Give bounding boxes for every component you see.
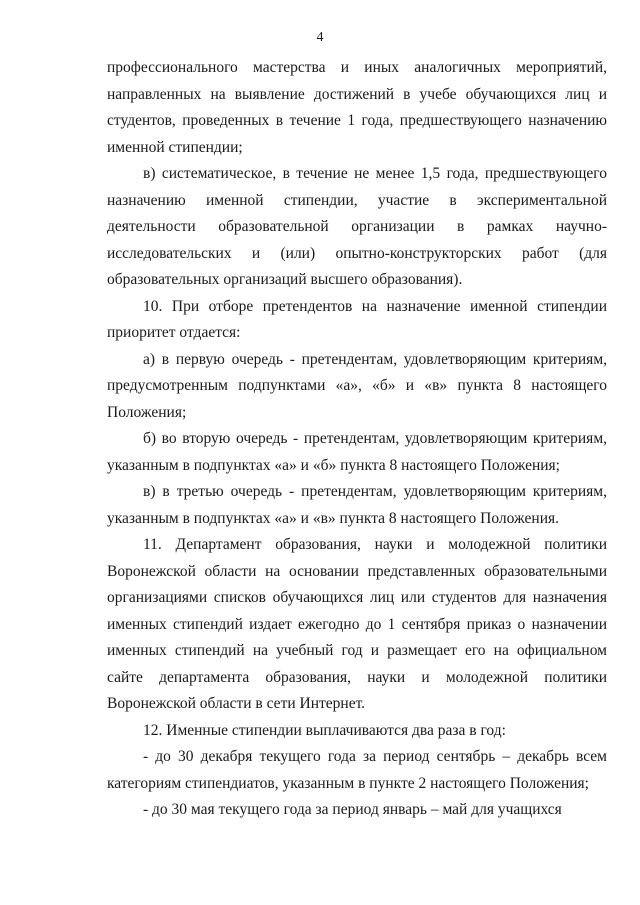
paragraph-clause-10: 10. При отборе претендентов на назначение именной стипендии приоритет отдается:: [107, 297, 607, 341]
paragraph-item-b: б) во вторую очередь - претендентам, удовлетворяющим критериям, указанным в подпунктах «а» и «б» пункта 8 настоящего Положения;: [107, 430, 607, 474]
paragraph-item-a: а) в первую очередь - претендентам, удовлетворяющим критериям, предусмотренным подпунктами «а», «б» и «в» пункта 8 настоящего Положения;: [107, 350, 607, 421]
paragraph-continuation: профессионального мастерства и иных аналогичных мероприятий, направленных на выявление достижений в учебе обучающихся лиц и студентов, проведенных в течение 1 года, предшествующего назначению именной стипендии;: [107, 59, 607, 156]
paragraph-clause-11: 11. Департамент образования, науки и молодежной политики Воронежской области на основании представленных образовательными организациями списков обучающихся лиц или студентов для назначения именных стипендий издает ежегодно до 1 сентября приказ о назначении именных стипендий на учебный год и размещает его на официальном сайте департамента образования, науки и молодежной политики Воронежской области в сети Интернет.: [107, 536, 607, 712]
page-number: 4: [316, 30, 324, 45]
paragraph-dash-may: - до 30 мая текущего года за период январь – май для учащихся: [143, 801, 562, 818]
paragraph-item-v-third: в) в третью очередь - претендентам, удовлетворяющим критериям, указанным в подпунктах «а» и «в» пункта 8 настоящего Положения.: [107, 483, 607, 527]
document-body: [107, 55, 607, 824]
paragraph-clause-12: 12. Именные стипендии выплачиваются два раза в год:: [143, 721, 506, 739]
paragraph-dash-december: - до 30 декабря текущего года за период сентябрь – декабрь всем категориям стипендиатов, указанным в пункте 2 настоящего Положения;: [107, 748, 607, 792]
paragraph-item-v: в) систематическое, в течение не менее 1,5 года, предшествующего назначению именной стипендии, участие в экспериментальной деятельности образовательной организации в рамках научно-исследовательских и (или) опытно-конструкторских работ (для образовательных организаций высшего образования).: [107, 165, 607, 288]
